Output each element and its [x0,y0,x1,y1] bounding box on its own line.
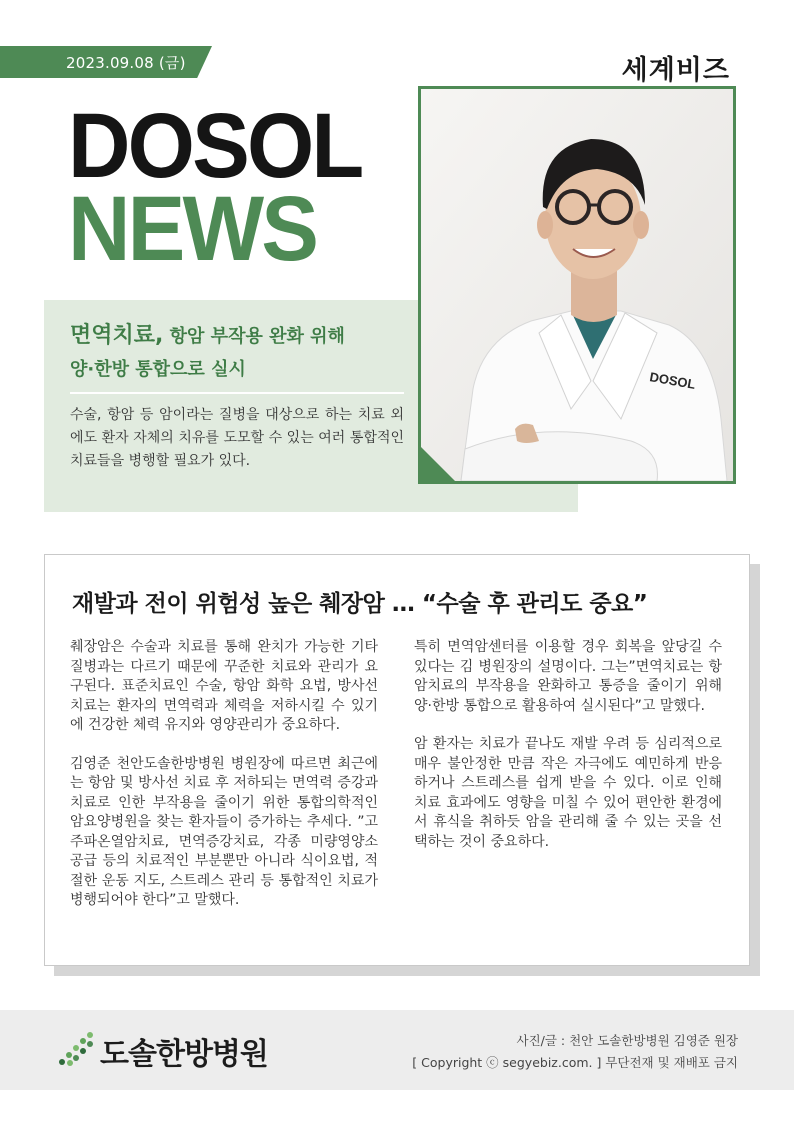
lead-headline-line2: 양·한방 통합으로 실시 [70,359,246,380]
footer-credit [412,1030,738,1074]
doctor-photo [418,86,736,484]
hospital-logo-icon [56,1031,96,1067]
coat-logo: DOSOL [648,369,697,392]
article-paragraph: 췌장암은 수술과 치료를 통해 완치가 가능한 기타 질병과는 다르기 때문에 꾸준한 치료와 관리가 요구된다. 표준치료인 수술, 항암 화학 요법, 방사선 치료는 환자의 면역력과 체력을 저하시킬 수 있기에 건강한 체력 유지와 영양관리가 중요하다. [70,639,378,733]
lead-divider [70,392,404,394]
lead-headline-rest: 항암 부작용 완화 위해 [163,326,345,347]
article-column-2 [414,638,722,871]
masthead-news: NEWS [68,178,317,280]
article-column-1 [70,638,378,930]
masthead-dosol: DOSOL [68,95,362,197]
credit-author: 사진/글 : 천안 도솔한방병원 김영준 원장 [516,1033,738,1048]
hospital-logo-text: 도솔한방병원 [100,1037,268,1072]
article-title: 재발과 전이 위험성 높은 췌장암 … “수술 후 관리도 중요” [72,591,648,617]
credit-copyright: [ Copyright ⓒ segyebiz.com. ] 무단전재 및 재배포 금지 [412,1055,738,1070]
publication-brand: 세계비즈 [621,55,730,86]
article-paragraph: 김영준 천안도솔한방병원 병원장에 따르면 최근에는 항암 및 방사선 치료 후 저하되는 면역력 증강과 치료로 인한 부작용을 줄이기 위한 통합의학적인 암요양병원을 찾는 환자들이 증가하는 추세다. ”고주파온열암치료, 면역증강치료, 각종 미량영양소 공급 등의 치료적인 부분뿐만 아니라 식이요법, 적절한 운동 지도, 스트레스 관리 등 통합적인 치료가 병행되어야 한다”고 말했다. [70,755,378,908]
doctor-illustration [421,89,733,481]
article-paragraph: 특히 면역암센터를 이용할 경우 회복을 앞당길 수 있다는 김 병원장의 설명이다. 그는”면역치료는 항암치료의 부작용을 완화하고 통증을 줄이기 위해 양·한방 통합으로 활용하여 실시된다”고 말했다. [414,639,722,714]
article-paragraph: 암 환자는 치료가 끝나도 재발 우려 등 심리적으로 매우 불안정한 만큼 작은 자극에도 예민하게 반응하거나 스트레스를 쉽게 받을 수 있다. 이로 인해 치료 효과에도 영향을 미칠 수 있어 편안한 환경에서 휴식을 취하듯 암을 관리해 줄 수 있는 곳을 선택하는 것이 중요하다. [414,736,722,850]
issue-date: 2023.09.08 (금) [66,54,186,72]
lead-headline-keyword: 면역치료, [70,323,164,348]
lead-summary: 수술, 항암 등 암이라는 질병을 대상으로 하는 치료 외에도 환자 자체의 치유를 도모할 수 있는 여러 통합적인 치료들을 병행할 필요가 있다. [70,407,404,469]
lead-headline [70,318,410,381]
